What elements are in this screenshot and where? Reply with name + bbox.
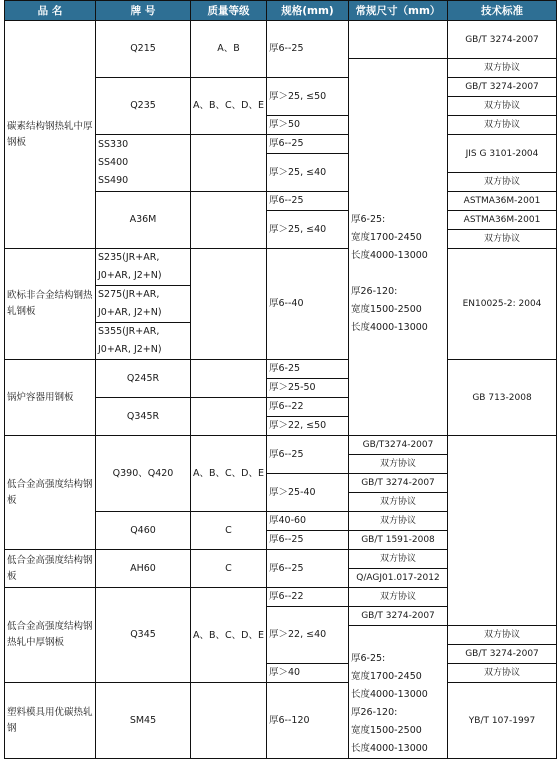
standard-cell: GB 713-2008 [448, 360, 557, 436]
header-size: 常规尺寸（mm） [349, 1, 448, 21]
spec-cell: 厚＞22, ≤40 [267, 607, 349, 664]
standard-cell: 双方协议 [349, 588, 448, 607]
spec-cell: 厚＞50 [267, 116, 349, 135]
size-line: 宽度1700-2450 [351, 671, 422, 682]
spec-cell: 厚6--40 [267, 249, 349, 360]
brand-ss330: SS330 [98, 139, 129, 150]
grade-blank [191, 192, 267, 249]
standard-cell: 双方协议 [349, 550, 448, 569]
spec-cell: 厚＞25, ≤50 [267, 78, 349, 116]
product-boiler-vessel: 锅炉容器用钢板 [5, 360, 96, 436]
grade-q390: A、B、C、D、E [191, 436, 267, 512]
spec-cell: 厚6--22 [267, 588, 349, 607]
size-line: 宽度1500-2500 [351, 304, 422, 315]
brand-q245r: Q245R [96, 360, 191, 398]
spec-cell: 厚6--25 [267, 135, 349, 154]
brand-q345: Q345 [96, 588, 191, 683]
spec-cell: 厚6--25 [267, 436, 349, 474]
size-line: 长度4000-13000 [351, 743, 428, 754]
brand-q215: Q215 [96, 21, 191, 78]
spec-cell: 厚＞22, ≤50 [267, 417, 349, 436]
standard-cell: 双方协议 [448, 626, 557, 645]
grade-blank [191, 249, 267, 360]
steel-spec-sheet [4, 0, 556, 754]
header-standard: 技术标准 [448, 1, 557, 21]
grade-q215: A、B [191, 21, 267, 78]
brand-q460: Q460 [96, 512, 191, 550]
spec-cell: 厚＞25, ≤40 [267, 154, 349, 192]
spec-cell: 厚＞25-40 [267, 474, 349, 512]
spec-cell: 厚＞25-50 [267, 379, 349, 398]
standard-cell: 双方协议 [448, 116, 557, 135]
brand-ss-series [96, 135, 191, 192]
brand-q390-q420: Q390、Q420 [96, 436, 191, 512]
spec-cell: 厚6--22 [267, 398, 349, 417]
header-spec: 规格(mm) [267, 1, 349, 21]
brand-ah60: AH60 [96, 550, 191, 588]
brand-s275: S275(JR+AR, J0+AR, J2+N) [96, 286, 191, 323]
standard-cell: GB/T 3274-2007 [448, 78, 557, 97]
size-line: 厚6-25: [351, 653, 386, 664]
grade-q460: C [191, 512, 267, 550]
standard-cell: 双方协议 [448, 97, 557, 116]
header-name: 品 名 [5, 1, 96, 21]
standard-cell: ASTMA36M-2001 [448, 192, 557, 211]
standard-cell: YB/T 107-1997 [448, 683, 557, 759]
header-quality: 质量等级 [191, 1, 267, 21]
grade-q235: A、B、C、D、E [191, 78, 267, 135]
grade-blank [191, 683, 267, 759]
size-blank [349, 21, 448, 59]
standard-cell: EN10025-2: 2004 [448, 249, 557, 360]
standard-cell: JIS G 3101-2004 [448, 135, 557, 173]
standard-cell: 双方协议 [448, 230, 557, 249]
header-brand: 牌 号 [96, 1, 191, 21]
grade-blank [191, 398, 267, 436]
standard-cell: 双方协议 [448, 59, 557, 78]
spec-cell: 厚＞40 [267, 664, 349, 683]
size-line: 厚6-25: [351, 214, 386, 225]
product-eu-non-alloy: 欧标非合金结构钢热轧钢板 [5, 249, 96, 360]
brand-ss400: SS400 [98, 157, 129, 168]
standard-cell: GB/T 3274-2007 [349, 607, 448, 626]
size-range-upper [349, 59, 448, 436]
size-line: 厚26-120: [351, 707, 398, 718]
spec-cell: 厚6--25 [267, 531, 349, 550]
spec-cell: 厚6--25 [267, 550, 349, 588]
standard-cell: GB/T 3274-2007 [448, 645, 557, 664]
standard-cell: GB/T 3274-2007 [349, 474, 448, 493]
grade-blank [191, 135, 267, 192]
spec-cell: 厚6--25 [267, 192, 349, 211]
header-row [5, 1, 557, 21]
size-line: 宽度1700-2450 [351, 232, 422, 243]
standard-cell: GB/T 1591-2008 [349, 531, 448, 550]
product-low-alloy-q345: 低合金高强度结构钢热轧中厚钢板 [5, 588, 96, 683]
brand-q345r: Q345R [96, 398, 191, 436]
standard-cell: GB/T3274-2007 [349, 436, 448, 455]
size-line: 长度4000-13000 [351, 250, 428, 261]
product-plastic-mould: 塑料模具用优碳热轧钢 [5, 683, 96, 759]
size-line: 厚26-120: [351, 286, 398, 297]
standard-cell: GB/T 3274-2007 [448, 21, 557, 59]
standard-cell: 双方协议 [349, 493, 448, 512]
brand-s235: S235(JR+AR, J0+AR, J2+N) [96, 249, 191, 286]
spec-cell: 厚40-60 [267, 512, 349, 531]
brand-q235: Q235 [96, 78, 191, 135]
steel-spec-table [4, 0, 557, 759]
size-line: 长度4000-13000 [351, 689, 428, 700]
spec-cell: 厚6--25 [267, 21, 349, 78]
brand-s355: S355(JR+AR, J0+AR, J2+N) [96, 323, 191, 360]
grade-ah60: C [191, 550, 267, 588]
standard-cell: 双方协议 [349, 455, 448, 474]
standard-cell: 双方协议 [448, 173, 557, 192]
grade-q345: A、B、C、D、E [191, 588, 267, 683]
brand-sm45: SM45 [96, 683, 191, 759]
size-range-lower [349, 626, 448, 759]
product-low-alloy-plate: 低合金高强度结构钢板 [5, 436, 96, 550]
standard-cell: Q/AGJ01.017-2012 [349, 569, 448, 588]
standard-cell: 双方协议 [349, 512, 448, 531]
brand-ss490: SS490 [98, 175, 129, 186]
spec-cell: 厚＞25, ≤40 [267, 211, 349, 249]
spec-cell: 厚6--120 [267, 683, 349, 759]
size-line: 长度4000-13000 [351, 322, 428, 333]
standard-cell: ASTMA36M-2001 [448, 211, 557, 230]
grade-blank [191, 360, 267, 398]
product-carbon-structural: 碳素结构钢热轧中厚钢板 [5, 21, 96, 249]
standard-cell: 双方协议 [448, 664, 557, 683]
product-low-alloy-ah60: 低合金高强度结构钢板 [5, 550, 96, 588]
spec-cell: 厚6-25 [267, 360, 349, 379]
brand-a36m: A36M [96, 192, 191, 249]
size-line: 宽度1500-2500 [351, 725, 422, 736]
